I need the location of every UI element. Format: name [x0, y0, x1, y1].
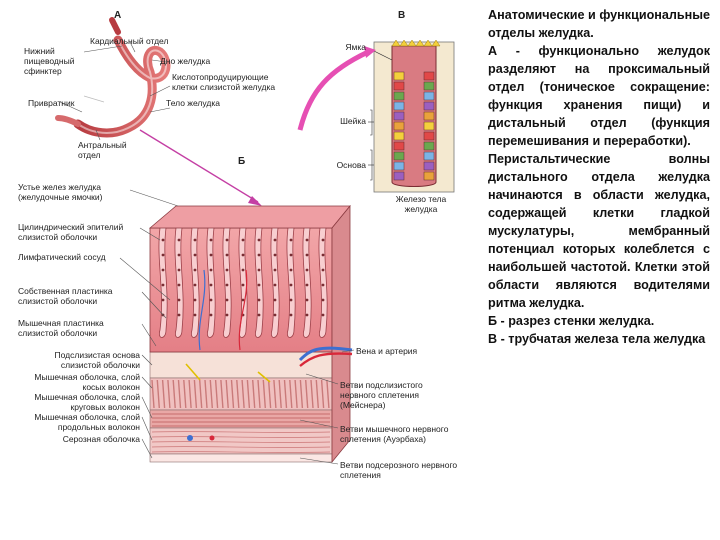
label-cardiac: Кардиальный отдел — [90, 36, 169, 46]
description-text — [488, 6, 710, 348]
panel-c-letter: В — [398, 10, 406, 21]
label-acid-cells: Кислотопродуцирующие клетки слизистой желудка — [172, 72, 276, 92]
label-submucosa: Подслизистая основа слизистой оболочки — [54, 350, 140, 370]
label-muscularis-mucosae: Мышечная пластинка слизистой оболочки — [18, 318, 104, 338]
paragraph-b: Б - разрез стенки желудка. — [488, 314, 655, 328]
label-epithelium: Цилиндрический эпителий слизистой оболочки — [18, 222, 124, 242]
label-serosa: Серозная оболочка — [62, 434, 140, 444]
label-sphincter: Нижний пищеводный сфинктер — [24, 46, 75, 76]
label-pylorus: Привратник — [28, 98, 75, 108]
label-fundus: Дно желудка — [160, 56, 211, 66]
connector-arrows — [140, 46, 376, 206]
label-auerbach: Ветви мышечного нервного сплетения (Ауэрбаха) — [340, 424, 449, 444]
label-base: Основа — [336, 160, 366, 170]
label-pits: Устье желез желудка (желудочные ямочки) — [18, 182, 103, 202]
label-gland: Железо тела желудка — [395, 194, 447, 214]
label-pit: Ямка — [345, 42, 366, 52]
paragraph-a: А - функционально желудок разделяют на проксимальный отдел (тоническое сокращение: функция хранения пищи) и дистальный отдел (функция перемешивания и переработки). — [488, 44, 710, 148]
paragraph-title: Анатомические и функциональные отделы желудка. — [488, 8, 710, 40]
stomach-wall-block — [150, 206, 352, 462]
label-muscle-oblique: Мышечная оболочка, слой косых волокон — [34, 372, 140, 392]
panel-b-letter: Б — [238, 156, 246, 167]
gastric-gland-section — [368, 40, 454, 192]
paragraph-peristalsis: Перистальтические волны дистального отдела желудка начинаются в области желудка, содержащей клетки гладкой мускулатуры, мембранный потенциал которых колеблется с наибольшей частотой. Клетки этой области являются водителями ритма желудка. — [488, 152, 710, 310]
label-meissner: Ветви подслизистого нервного сплетения (Мейснера) — [340, 380, 423, 410]
label-body: Тело желудка — [166, 98, 220, 108]
label-subserous: Ветви подсерозного нервного сплетения — [340, 460, 458, 480]
label-antrum: Антральный отдел — [78, 140, 127, 160]
label-neck: Шейка — [340, 116, 366, 126]
label-lymph: Лимфатический сосуд — [18, 252, 106, 262]
label-muscle-longitudinal: Мышечная оболочка, слой продольных волокон — [34, 412, 140, 432]
label-muscle-circular: Мышечная оболочка, слой круговых волокон — [34, 392, 140, 412]
label-lamina-propria: Собственная пластинка слизистой оболочки — [18, 286, 113, 306]
panel-a-letter: А — [114, 10, 122, 21]
paragraph-c: В - трубчатая железа тела желудка — [488, 332, 706, 346]
label-vein-artery: Вена и артерия — [356, 346, 418, 356]
